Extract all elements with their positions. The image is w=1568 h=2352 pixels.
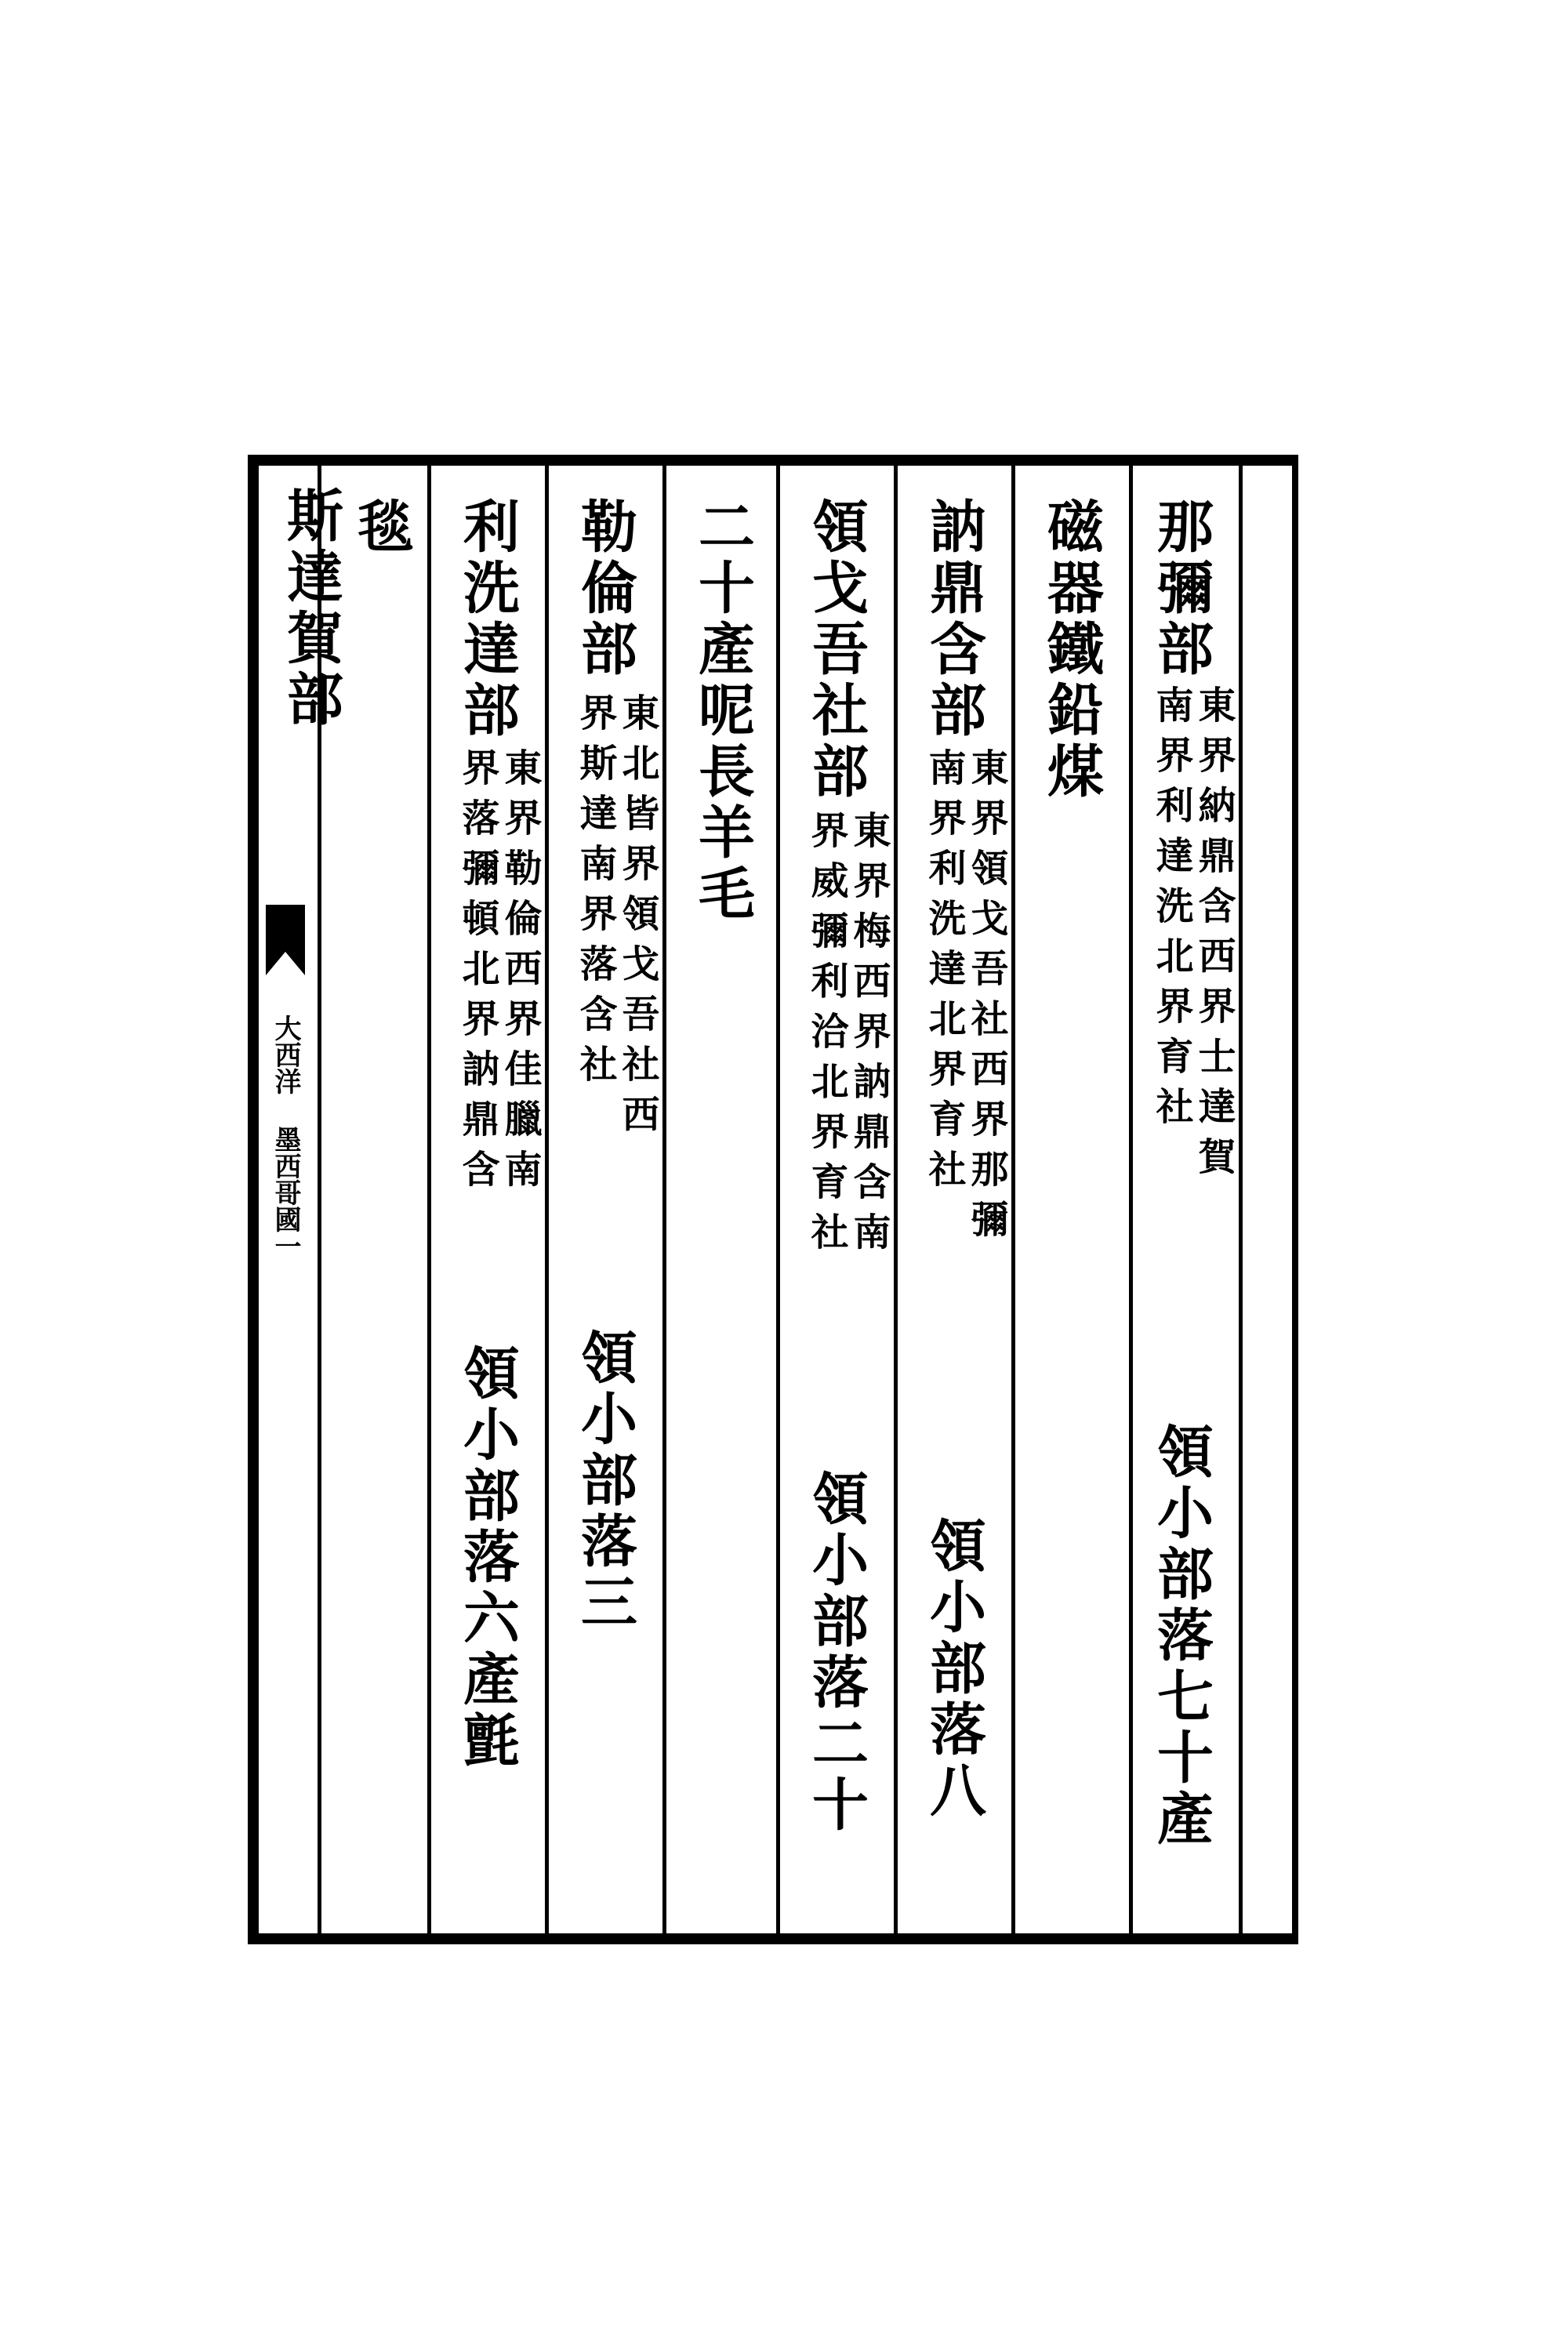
annotation-pair: [1148, 497, 1214, 684]
annotation-text: 南界利達洗北界育社: [1149, 685, 1193, 1137]
main-text: 領戈吾社部: [803, 497, 869, 803]
text-column: [278, 486, 344, 731]
tail-text: 領小部落七十產: [1148, 1422, 1214, 1850]
tail-text: 領小部落六產氈: [454, 1344, 521, 1772]
main-text: 磁器鐵鉛煤: [1038, 497, 1105, 803]
tail-text: 領小部落三: [572, 1328, 638, 1634]
annotation-text: 東界納鼎含西界士達賀: [1192, 685, 1236, 1187]
tail-column: [920, 1516, 987, 1822]
tail-column: [454, 1344, 521, 1772]
column-rule: [427, 466, 431, 1933]
column-rule: [894, 466, 898, 1933]
text-column: [1148, 497, 1214, 684]
annotation-column: [922, 748, 1008, 1250]
main-text: 斯達賀部: [278, 486, 344, 731]
annotation-column: [573, 693, 659, 1145]
annotation-column: [456, 748, 542, 1200]
text-column: [803, 497, 869, 803]
column-rule: [662, 466, 666, 1933]
annotation-column: [1149, 685, 1236, 1187]
column-rule: [1239, 466, 1243, 1933]
annotation-text: 東界領戈吾社西界那彌: [964, 748, 1008, 1250]
annotation-text: 東界勒倫西界佳臘南: [498, 748, 542, 1200]
annotation-pair: [456, 748, 542, 1200]
text-column: [348, 497, 415, 558]
text-column: [689, 497, 756, 925]
annotation-pair: [922, 748, 1008, 1250]
tail-text: 領小部落二十: [803, 1469, 869, 1836]
fish-tail-icon: [262, 905, 309, 975]
annotation-text: 界威彌利洽北界育社: [804, 811, 848, 1262]
column-rule: [776, 466, 780, 1933]
text-column: [1038, 497, 1105, 803]
annotation-text: 東界梅西界訥鼎含南: [847, 811, 891, 1262]
annotation-text: 東北皆界領戈吾社西: [615, 693, 659, 1145]
column-rule: [1011, 466, 1015, 1933]
main-text: 二十產呢長羊毛: [689, 497, 756, 925]
main-text: 勒倫部: [572, 497, 638, 681]
margin-text: 大西洋 墨西哥國一: [270, 1014, 301, 1259]
column-rule: [545, 466, 549, 1933]
column-rule: [1129, 466, 1133, 1933]
annotation-pair: [804, 811, 891, 1262]
text-column: [572, 497, 638, 681]
tail-column: [572, 1328, 638, 1634]
text-column: [920, 497, 987, 742]
annotation-column: [804, 811, 891, 1262]
tail-text: 領小部落八: [920, 1516, 987, 1822]
page-frame: [248, 455, 1298, 1944]
annotation-text: 界落彌頓北界訥鼎含: [456, 748, 499, 1200]
annotation-text: 南界利洗達北界育社: [922, 748, 966, 1200]
tail-column: [803, 1469, 869, 1836]
tail-column: [1148, 1422, 1214, 1850]
annotation-pair: [573, 693, 659, 1145]
annotation-text: 界斯達南界落含社: [573, 693, 617, 1094]
annotation-pair: [1149, 685, 1236, 1187]
main-text: 毯: [348, 497, 415, 558]
main-text: 訥鼎含部: [920, 497, 987, 742]
main-text: 利洗達部: [454, 497, 521, 742]
main-text: 那彌部: [1148, 497, 1214, 681]
text-column: [454, 497, 521, 742]
